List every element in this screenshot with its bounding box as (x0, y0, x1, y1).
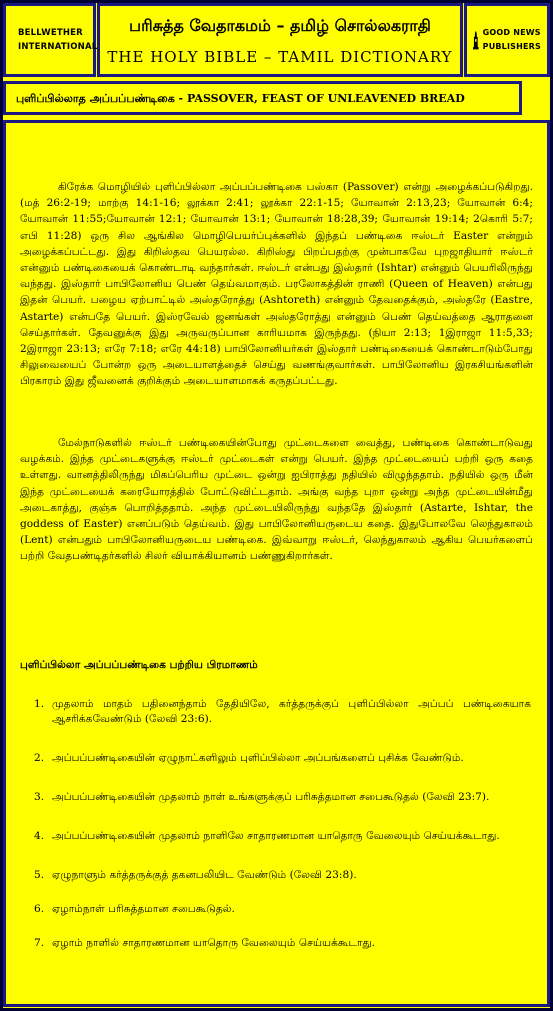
logo-right-line1: GOOD NEWS (482, 28, 541, 37)
content-box (3, 120, 550, 1007)
rule-item: 1. முதலாம் மாதம் பதினைந்தாம் தேதியிலே, கர்த்தருக்குப் புளிப்பில்லா அப்பப் பண்டிகையாக ஆசரிக்கவேண்டும் (லேவி 23:6). (34, 698, 531, 725)
rule-item: 4. அப்பப்பண்டிகையின் முதலாம் நாளிலே சாதாரணமான யாதொரு வேலையும் செய்யக்கூடாது. (34, 830, 500, 842)
tower-icon (473, 20, 479, 60)
rule-item: 7. ஏழாம் நாளில் சாதாரணமான யாதொரு வேலையும் செய்யக்கூடாது. (34, 937, 376, 949)
good-news-logo (464, 3, 550, 77)
title-english: THE HOLY BIBLE – TAMIL DICTIONARY (107, 48, 453, 66)
subtitle-text: புளிப்பில்லாத அப்பப்பண்டிகை - PASSOVER, FEAST OF UNLEAVENED BREAD (16, 92, 465, 105)
rule-item: 5. ஏழுநாளும் கர்த்தருக்குத் தகனபலியிட வேண்டும் (லேவி 23:8). (34, 869, 357, 881)
logo-left-line2: INTERNATIONAL (18, 42, 98, 52)
bellwether-logo (3, 3, 96, 77)
subtitle-box (3, 81, 522, 115)
header-title-box (97, 3, 463, 77)
paragraph-2: மேல்நாடுகளில் ஈஸ்டர் பண்டிகையின்போது முட்டைகளை வைத்து, பண்டிகை கொண்டாடுவது வழக்கம். இந்த முட்டைகளுக்கு ஈஸ்டர் முட்டைகள் என்று பெயர். இந்த முட்டையைப் பற்றி ஒரு கதை உள்ளது. வானத்திலிருந்து மிகப்பெரிய முட்டை ஒன்று ஐபிராத்து நதியில் விழுந்ததாம். நதியில் ஒரு மீன் இந்த முட்டையைக் கரையோரத்தில் போட்டுவிட்டதாம். அங்கு வந்த புறா ஒன்று அந்த முட்டையின்மீது அடைகாத்து, குஞ்சு பொறித்ததாம். அந்த முட்டையிலிருந்து வந்ததே இஸ்தார் (Astarte, Ishtar, the goddess of Easter) எனப்படும் தெய்வம். இது பாபிலோனியருடைய கதை. இதுபோலவே லெந்துகாலம் (Lent) என்பதும் பாபிலோனியருடைய பண்டிகை. இவ்வாறு ஈஸ்டர், லெந்துகாலம் ஆகிய பெயர்களைப் பற்றி வேதபண்டிதர்களில் சிலர் வியாக்கியானம் பண்ணுகிறார்கள். (20, 437, 533, 563)
logo-right-line2: PUBLISHERS (482, 42, 541, 51)
rule-item: 2. அப்பப்பண்டிகையின் ஏழுநாட்களிலும் புளிப்பில்லா அப்பங்களைப் புசிக்க வேண்டும். (34, 752, 464, 764)
paragraph-1: கிரேக்க மொழியில் புளிப்பில்லா அப்பப்பண்டிகை பஸ்கா (Passover) என்று அழைக்கப்படுகிறது. (மத் 26:2-19; மாற்கு 14:1-16; லூக்கா 2:41; லூக்கா 22:1-15; யோவான் 2:13,23; யோவான் 6:4; யோவான் 11:55;யோவான் 12:1; யோவான் 13:1; யோவான் 18:28,39; யோவான் 19:14; 2கொரி 5:7; எபி 11:28) ஒரு சில ஆங்கில மொழிபெயர்ப்புக்களில் இந்தப் பண்டிகை ஈஸ்டர் Easter என்றும் அழைக்கப்பட்டது. இது கிறிஸ்தவ பெயரல்ல. கிறிஸ்து பிறப்பதற்கு முன்பாகவே புறஜாதியார் ஈஸ்டர் என்னும் பண்டிகையைக் கொண்டாடி வந்தார்கள். ஈஸ்டர் என்பது இஸ்தார் (Ishtar) என்னும் பெயரிலிருந்து வந்தது. இஸ்தார் பாபிலோனிய பெண் தெய்வமாகும். பரலோகத்தின் ராணி (Queen of Heaven) என்பது இதன் பெயர். பழைய ஏற்பாட்டில் அஸ்தரோத்து (Ashtoreth) என்னும் தேவதைக்கும், அஸ்தரே (Eastre, Astarte) என்பதே பெயர். இஸ்ரவேல் ஜனங்கள் அஸ்தரோத்து என்னும் பெண் தெய்வத்தை ஆராதனை செய்தார்கள். தேவனுக்கு இது அருவருப்பான காரியமாக இருந்தது. (நியா 2:13; 1இராஜா 11:5,33; 2இராஜா 23:13; எரே 7:18; எரே 44:18) பாபிலோனியர்கள் இஸ்தார் பண்டிகையைக் கொண்டாடும்போது சிலுவையைப் போன்ற ஒரு அடையாளத்தைச் செய்து வணங்குவார்கள். பாபிலோனிய இரகசியங்களின் பிரகாரம் இது ஜீவனைக் குறிக்கும் அடையாளமாகக் கருதப்பட்டது. (20, 181, 533, 388)
rule-item: 3. அப்பப்பண்டிகையின் முதலாம் நாள் உங்களுக்குப் பரிசுத்தமான சபைகூடுதல் (லேவி 23:7). (34, 791, 490, 803)
logo-left-line1: BELLWETHER (18, 28, 83, 38)
rule-item: 6. ஏழாம்நாள் பரிசுத்தமான சபைகூடுதல். (34, 903, 235, 915)
title-tamil: பரிசுத்த வேதாகமம் – தமிழ் சொல்லகராதி (129, 16, 431, 35)
rules-list (34, 697, 531, 975)
rules-heading: புளிப்பில்லா அப்பப்பண்டிகை பற்றிய பிரமாணம் (20, 659, 258, 671)
